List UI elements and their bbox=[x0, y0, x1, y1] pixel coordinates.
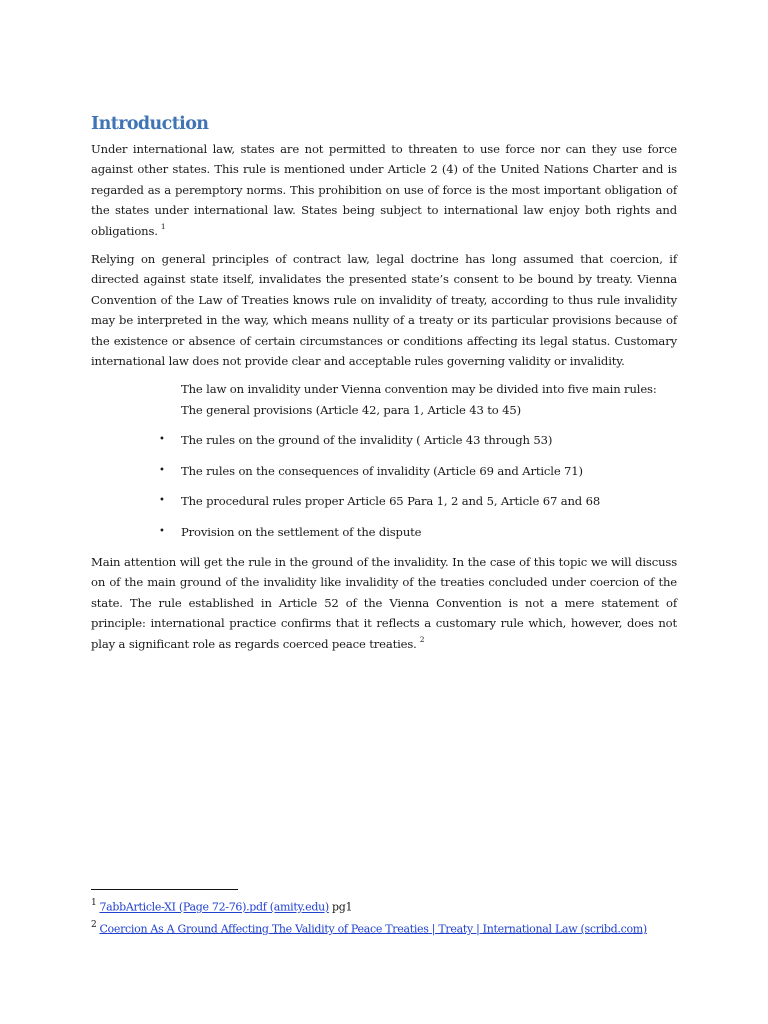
list-intro-line-2: The general provisions (Article 42, para 1, Article 43 to 45) bbox=[181, 402, 521, 417]
footnote-number: 1 bbox=[91, 898, 97, 908]
document-body bbox=[91, 109, 677, 662]
paragraph-3 bbox=[91, 552, 677, 654]
bullet-icon: • bbox=[159, 525, 165, 537]
bullet-icon: • bbox=[159, 495, 165, 507]
footnote-ref-2[interactable]: 2 bbox=[419, 634, 425, 644]
section-heading: Introduction bbox=[91, 114, 209, 134]
list-item bbox=[91, 522, 677, 542]
footnote-1 bbox=[91, 895, 691, 917]
paragraph-1-text: Under international law, states are not permitted to threaten to use force nor can they use force against other states. This rule is mentioned under Article 2 (4) of the United Nations Charter and is regarded as a peremptory norms. This prohibition on use of force is the most important obligation of the states under international law. States being subject to international law enjoy both rights and obligations. bbox=[91, 142, 677, 238]
footnote-1-link[interactable]: 7abbArticle-XI (Page 72-76).pdf (amity.edu) bbox=[99, 900, 329, 914]
bullet-icon: • bbox=[159, 464, 165, 476]
footnote-2-link[interactable]: Coercion As A Ground Affecting The Validity of Peace Treaties | Treaty | International Law (scribd.com) bbox=[99, 922, 647, 936]
list-item bbox=[91, 430, 677, 450]
footnotes bbox=[91, 895, 691, 938]
footnote-2 bbox=[91, 917, 691, 939]
list-item-text: The rules on the consequences of invalidity (Article 69 and Article 71) bbox=[181, 463, 583, 478]
footnote-number: 2 bbox=[91, 919, 97, 930]
list-item-text: The procedural rules proper Article 65 Para 1, 2 and 5, Article 67 and 68 bbox=[181, 494, 601, 509]
bullet-icon: • bbox=[159, 434, 165, 446]
list-intro bbox=[181, 379, 677, 420]
paragraph-2: Relying on general principles of contract law, legal doctrine has long assumed that coercion, if directed against state itself, invalidates the presented state’s consent to be bound by treaty. Vienna Convention of the Law of Treaties knows rule on invalidity of treaty, according to thus rule invalidity may be interpreted in the way, which means nullity of a treaty or its particular provisions because of the existence or absence of certain circumstances or conditions affecting its legal status. Customary international law does not provide clear and acceptable rules governing validity or invalidity. bbox=[91, 252, 677, 369]
footnote-1-suffix: pg1 bbox=[328, 900, 353, 914]
paragraph-1 bbox=[91, 139, 677, 241]
rules-list bbox=[91, 430, 677, 542]
list-item bbox=[91, 461, 677, 481]
list-intro-line-1: The law on invalidity under Vienna convention may be divided into five main rules: bbox=[181, 382, 657, 397]
footnote-separator bbox=[91, 889, 238, 890]
footnote-ref-1[interactable]: 1 bbox=[160, 221, 166, 231]
list-item bbox=[91, 491, 677, 511]
paragraph-3-text: Main attention will get the rule in the ground of the invalidity. In the case of this topic we will discuss on of the main ground of the invalidity like invalidity of the treaties concluded under coercion of the state. The rule established in Article 52 of the Vienna Convention is not a mere statement of principle: international practice confirms that it reflects a customary rule which, however, does not play a significant role as regards coerced peace treaties. bbox=[91, 554, 677, 651]
list-item-text: Provision on the settlement of the dispute bbox=[181, 524, 422, 539]
list-item-text: The rules on the ground of the invalidity ( Article 43 through 53) bbox=[181, 433, 553, 448]
